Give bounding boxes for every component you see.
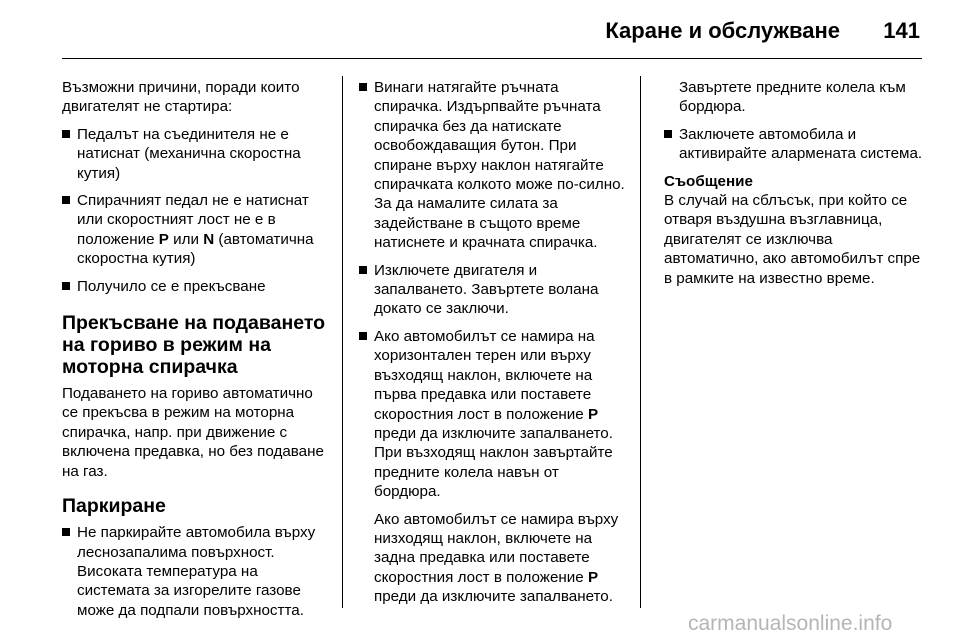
- note-text: В случай на сблъсък, при който се отваря въздушна възглавница, двигателят се изключва автоматично, ако автомобилът спре в рамките на известно време.: [664, 192, 921, 287]
- header-title: Каране и обслужване: [605, 18, 840, 43]
- gear-p: P: [158, 230, 169, 248]
- list-item: [359, 261, 625, 319]
- paragraph-text: Ако автомобилът се намира върху низходящ наклон, включете на задна предавка или поставете скоростния лост в положение: [374, 510, 619, 586]
- bullet-icon: [62, 528, 70, 536]
- column-divider: [342, 76, 343, 608]
- bullet-icon: [62, 130, 70, 138]
- list-item: [62, 277, 328, 296]
- downhill-paragraph: [374, 510, 625, 607]
- list-item-text: Получило се е прекъсване: [77, 277, 266, 295]
- list-item: [359, 327, 625, 502]
- page-header: [0, 0, 960, 60]
- list-item-text: Педалът на съединителя не е натиснат (механична скоростна кутия): [77, 125, 301, 182]
- column-3: [664, 78, 924, 296]
- bullet-icon: [359, 266, 367, 274]
- gear-p: P: [587, 568, 599, 586]
- list-item-text: Не паркирайте автомобила върху леснозапалима повърхност. Високата температура на системата за изгорелите газове може да подпали повърхността.: [77, 524, 316, 619]
- column-2: [359, 78, 625, 615]
- header-rule: [62, 58, 922, 59]
- bullet-icon: [359, 332, 367, 340]
- note-title: Съобщение: [664, 172, 753, 190]
- column-1: [62, 78, 328, 628]
- bullet-icon: [62, 196, 70, 204]
- intro-paragraph: Възможни причини, поради които двигателят не стартира:: [62, 79, 300, 116]
- list-item-text: Ако автомобилът се намира на хоризонтален терен или върху възходящ наклон, включете на първа предавка или поставете скоростния лост в положение: [374, 327, 595, 423]
- list-item-text: или: [168, 230, 204, 248]
- list-item-text: Винаги натягайте ръчната спирачка. Издърпвайте ръчната спирачка без да натискате освобождаващия бутон. При спиране върху наклон натягайте спирачката колкото може по-силно. За да намалите силата за задействане в същото време натиснете и крачната спирачка.: [374, 79, 625, 252]
- bullet-icon: [664, 130, 672, 138]
- list-item-text: Спирачният педал не е натиснат или скоростният лост не е в положение: [77, 192, 309, 248]
- page-number: 141: [883, 18, 920, 43]
- gear-p: P: [587, 405, 599, 423]
- column-divider: [640, 76, 641, 608]
- list-item-text: преди да изключите запалването. При възходящ наклон завъртайте предните колела навън от бордюра.: [374, 424, 613, 501]
- list-item-text: (автоматична скоростна кутия): [77, 230, 314, 268]
- list-item: [62, 191, 328, 269]
- list-item: [664, 125, 924, 164]
- section-heading-fuel-cutoff: Прекъсване на подаването на гориво в режим на моторна спирачка: [62, 312, 326, 379]
- list-item: [62, 125, 328, 183]
- paragraph-text: преди да изключите запалването.: [374, 588, 613, 606]
- list-item: [359, 78, 625, 253]
- watermark: carmanualsonline.info: [688, 612, 893, 635]
- bullet-icon: [359, 83, 367, 91]
- bullet-icon: [62, 282, 70, 290]
- continued-item-text: Завъртете предните колела към бордюра.: [679, 79, 906, 116]
- list-item-text: Заключете автомобила и активирайте алармената система.: [679, 125, 923, 163]
- list-item: [62, 523, 328, 620]
- section-heading-parking: Паркиране: [62, 495, 166, 518]
- list-item-text: Изключете двигателя и запалването. Завъртете волана докато се заключи.: [374, 261, 599, 318]
- fuel-cutoff-paragraph: Подаването на гориво автоматично се прекъсва в режим на моторна спирачка, напр. при движение с включена предавка, но без подаване на газ.: [62, 385, 324, 480]
- gear-n: N: [203, 230, 215, 248]
